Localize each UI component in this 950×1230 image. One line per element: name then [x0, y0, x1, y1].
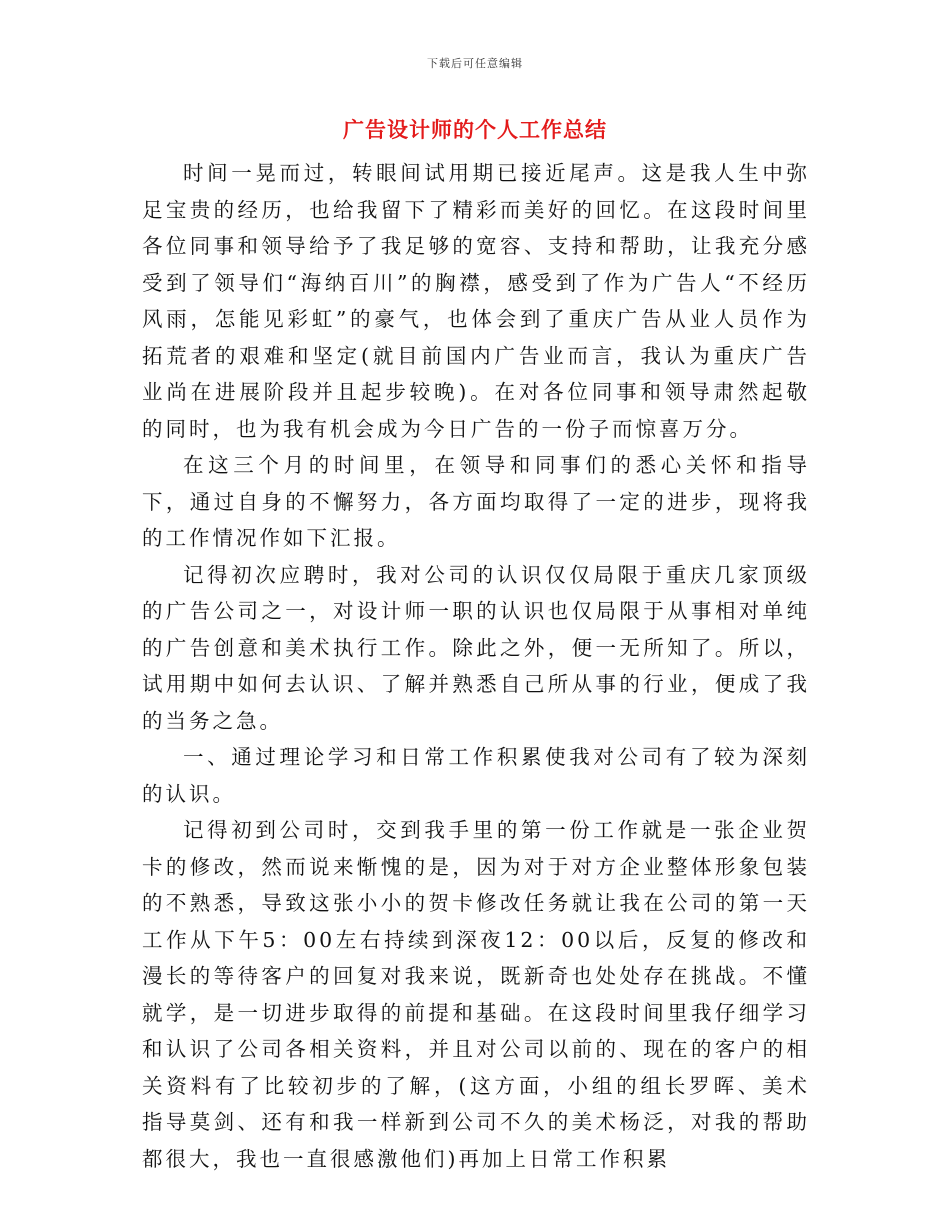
paragraph: 时间一晃而过，转眼间试用期已接近尾声。这是我人生中弥足宝贵的经历，也给我留下了精彩而美好的回忆。在这段时间里各位同事和领导给予了我足够的宽容、支持和帮助，让我充分感受到了领导们“海纳百川”的胸襟，感受到了作为广告人“不经历风雨，怎能见彩虹”的豪气，也体会到了重庆广告从业人员作为拓荒者的艰难和坚定(就目前国内广告业而言，我认为重庆广告业尚在进展阶段并且起步较晚)。在对各位同事和领导肃然起敬的同时，也为我有机会成为今日广告的一份子而惊喜万分。: [142, 161, 810, 441]
paragraph: 一、通过理论学习和日常工作积累使我对公司有了较为深刻的认识。: [142, 745, 810, 806]
document-title: 广告设计师的个人工作总结: [343, 117, 607, 142]
document-body: [142, 155, 810, 1177]
header-note: 下载后可任意编辑: [427, 57, 523, 70]
paragraph: 记得初次应聘时，我对公司的认识仅仅局限于重庆几家顶级的广告公司之一，对设计师一职的认识也仅局限于从事相对单纯的广告创意和美术执行工作。除此之外，便一无所知了。所以，试用期中如何去认识、了解并熟悉自己所从事的行业，便成了我的当务之急。: [142, 562, 810, 733]
paragraph: 在这三个月的时间里，在领导和同事们的悉心关怀和指导下，通过自身的不懈努力，各方面均取得了一定的进步，现将我的工作情况作如下汇报。: [142, 453, 810, 550]
paragraph: 记得初到公司时，交到我手里的第一份工作就是一张企业贺卡的修改，然而说来惭愧的是，因为对于对方企业整体形象包装的不熟悉，导致这张小小的贺卡修改任务就让我在公司的第一天工作从下午5：00左右持续到深夜12：00以后，反复的修改和漫长的等待客户的回复对我来说，既新奇也处处存在挑战。不懂就学，是一切进步取得的前提和基础。在这段时间里我仔细学习和认识了公司各相关资料，并且对公司以前的、现在的客户的相关资料有了比较初步的了解，(这方面，小组的组长罗晖、美术指导莫剑、还有和我一样新到公司不久的美术杨泛，对我的帮助都很大，我也一直很感激他们)再加上日常工作积累: [142, 818, 810, 1171]
